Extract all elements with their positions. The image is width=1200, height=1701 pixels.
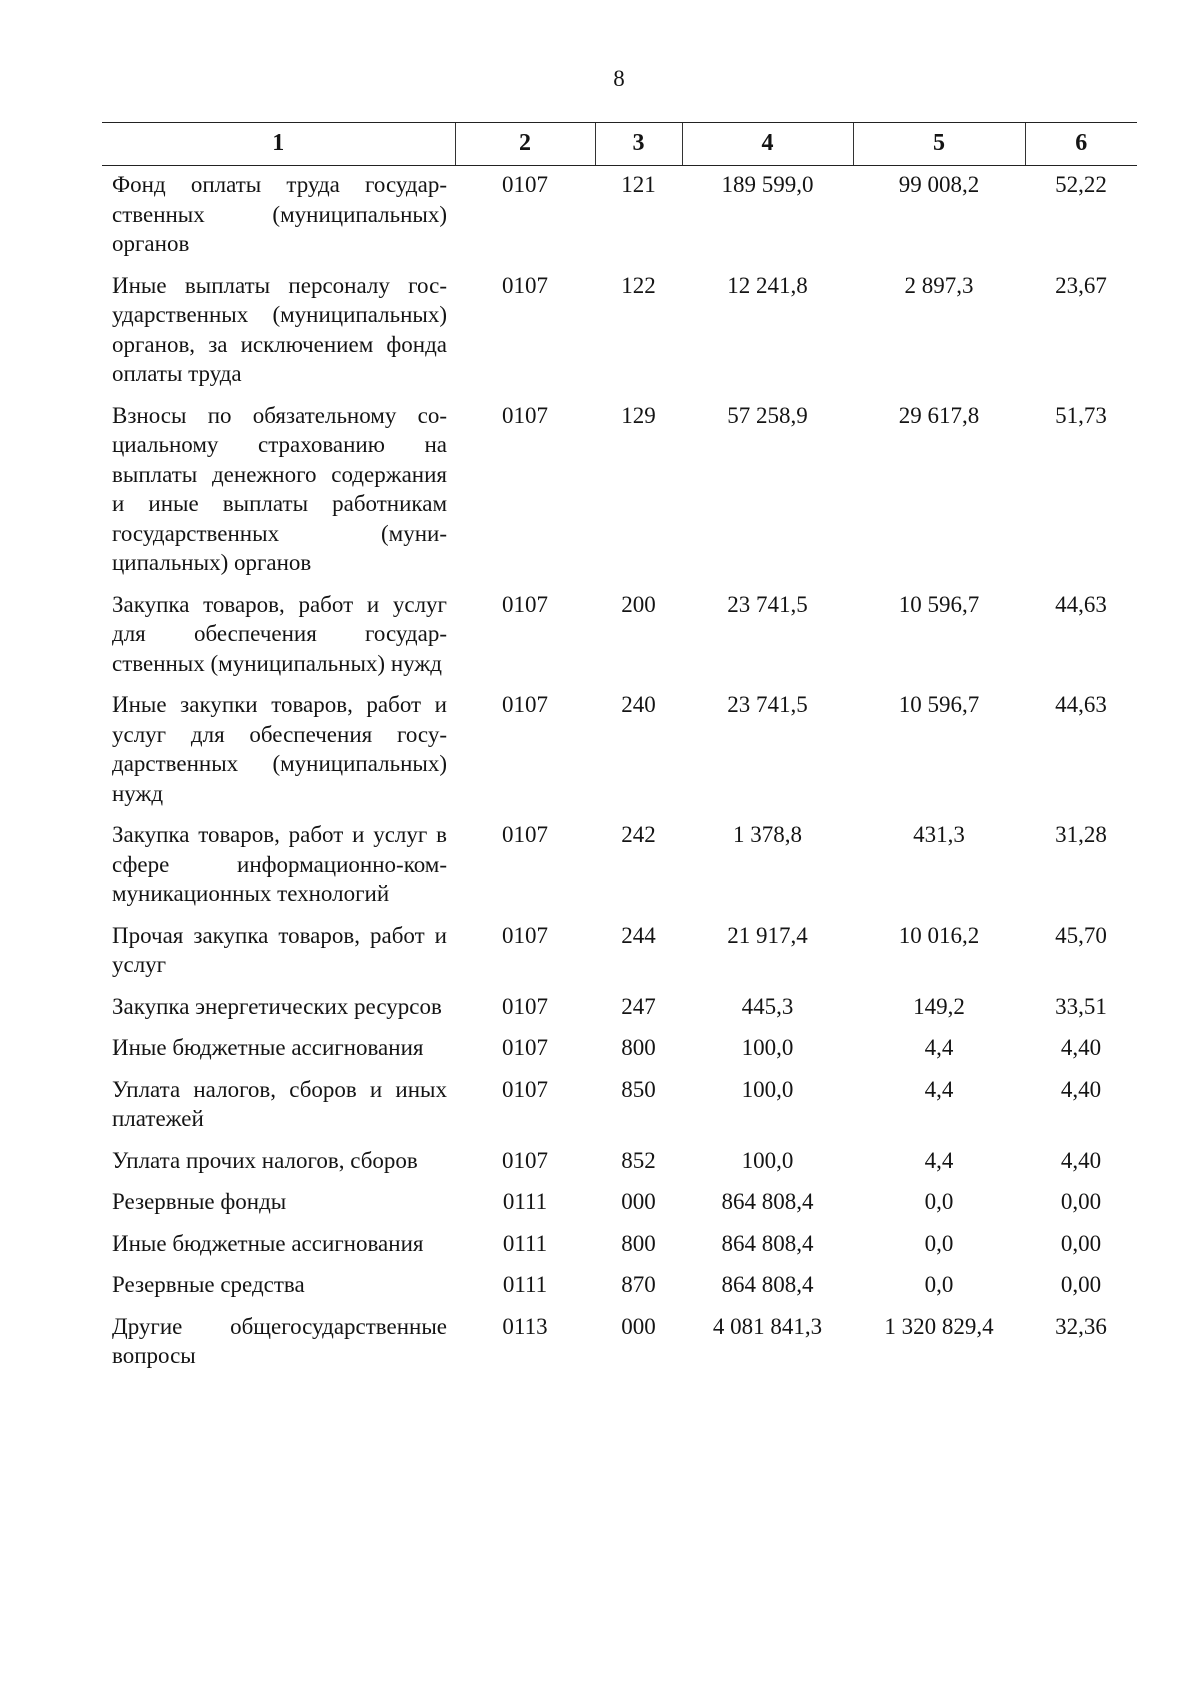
table-row — [102, 1268, 1137, 1310]
row-name: Фонд оплаты труда государственных (муниципальных) органов — [112, 172, 447, 256]
page-number: 8 — [613, 66, 625, 91]
row-execution-percent: 4,40 — [1060, 1147, 1102, 1173]
row-expense-type-code: 247 — [621, 993, 656, 1019]
row-planned-amount: 21 917,4 — [727, 922, 808, 948]
table-row — [102, 269, 1137, 399]
row-name: Иные закупки товаров, работ и услуг для обеспечения государственных (муниципальных) нужд — [112, 692, 447, 806]
row-execution-percent: 0,00 — [1060, 1272, 1102, 1297]
row-actual-amount: 0,0 — [924, 1189, 954, 1214]
header-col-4: 4 — [682, 123, 853, 166]
table-row — [102, 990, 1137, 1032]
row-name: Резервные средства — [112, 1272, 305, 1297]
table-row — [102, 1144, 1137, 1186]
table-row — [102, 818, 1137, 919]
row-section-code: 0107 — [502, 692, 548, 717]
row-section-code: 0107 — [502, 402, 548, 428]
row-actual-amount: 4,4 — [924, 1035, 954, 1060]
row-execution-percent: 0,00 — [1060, 1189, 1102, 1214]
row-name: Резервные фонды — [112, 1189, 287, 1214]
row-expense-type-code: 129 — [621, 402, 656, 428]
row-actual-amount: 2 897,3 — [904, 272, 974, 298]
row-expense-type-code: 850 — [621, 1076, 656, 1102]
row-execution-percent: 45,70 — [1055, 922, 1107, 948]
row-actual-amount: 4,4 — [924, 1076, 954, 1102]
row-expense-type-code: 122 — [621, 272, 656, 298]
row-expense-type-code: 244 — [621, 922, 656, 948]
row-section-code: 0107 — [502, 822, 548, 847]
row-actual-amount: 431,3 — [913, 822, 965, 847]
table-row — [102, 1227, 1137, 1269]
row-expense-type-code: 200 — [621, 591, 656, 617]
row-planned-amount: 57 258,9 — [727, 402, 808, 428]
row-expense-type-code: 870 — [621, 1272, 656, 1297]
row-section-code: 0107 — [502, 1035, 548, 1060]
row-section-code: 0107 — [502, 272, 548, 298]
row-name: Уплата налогов, сборов и иных платежей — [112, 1076, 447, 1131]
row-planned-amount: 864 808,4 — [721, 1230, 814, 1256]
row-name: Иные выплаты персоналу государственных (муниципальных) органов, за исключением фонда оплаты труда — [112, 272, 447, 386]
row-expense-type-code: 240 — [621, 692, 656, 717]
row-section-code: 0111 — [502, 1189, 548, 1214]
table-row — [102, 399, 1137, 588]
row-section-code: 0107 — [502, 922, 548, 948]
row-expense-type-code: 800 — [621, 1035, 656, 1060]
row-name: Иные бюджетные ассигнования — [112, 1230, 424, 1256]
row-execution-percent: 23,67 — [1055, 272, 1107, 298]
row-name: Закупка товаров, работ и услуг для обеспечения государственных (муниципальных) нужд — [112, 591, 447, 676]
row-planned-amount: 4 081 841,3 — [712, 1313, 823, 1339]
table-row — [102, 166, 1137, 269]
row-section-code: 0113 — [502, 1313, 548, 1339]
row-section-code: 0107 — [502, 591, 548, 617]
table-row — [102, 1185, 1137, 1227]
row-name: Закупка энергетических ресурсов — [112, 993, 442, 1019]
row-planned-amount: 100,0 — [741, 1076, 794, 1102]
row-execution-percent: 4,40 — [1060, 1035, 1102, 1060]
row-section-code: 0107 — [502, 172, 548, 197]
row-actual-amount: 99 008,2 — [898, 172, 980, 197]
row-actual-amount: 10 596,7 — [898, 591, 980, 617]
row-expense-type-code: 852 — [621, 1147, 656, 1173]
row-section-code: 0111 — [502, 1230, 548, 1256]
row-actual-amount: 0,0 — [924, 1272, 954, 1297]
row-planned-amount: 864 808,4 — [721, 1189, 814, 1214]
table-header — [102, 123, 1137, 166]
header-col-6: 6 — [1025, 123, 1137, 166]
row-actual-amount: 10 016,2 — [898, 922, 980, 948]
row-section-code: 0107 — [502, 993, 548, 1019]
header-col-3: 3 — [595, 123, 682, 166]
row-execution-percent: 33,51 — [1055, 993, 1107, 1019]
header-col-5: 5 — [853, 123, 1025, 166]
row-section-code: 0111 — [502, 1272, 548, 1297]
row-execution-percent: 32,36 — [1055, 1313, 1107, 1339]
row-name: Взносы по обязательному социальному страхованию на выплаты денежного содержания и иные выплаты работникам государственных (муниципальных) органов — [112, 402, 447, 575]
header-col-2: 2 — [455, 123, 595, 166]
row-execution-percent: 4,40 — [1060, 1076, 1102, 1102]
row-name: Закупка товаров, работ и услуг в сфере информационно-коммуникационных технологий — [112, 822, 447, 906]
table-row — [102, 688, 1137, 818]
header-col-1: 1 — [102, 123, 455, 166]
row-planned-amount: 864 808,4 — [721, 1272, 814, 1297]
row-planned-amount: 445,3 — [741, 993, 794, 1019]
row-actual-amount: 29 617,8 — [898, 402, 980, 428]
row-planned-amount: 12 241,8 — [727, 272, 808, 298]
row-name: Иные бюджетные ассигнования — [112, 1035, 424, 1060]
row-expense-type-code: 000 — [621, 1189, 656, 1214]
row-execution-percent: 0,00 — [1060, 1230, 1102, 1256]
row-name: Уплата прочих налогов, сборов — [112, 1147, 418, 1173]
row-execution-percent: 52,22 — [1055, 172, 1107, 197]
row-execution-percent: 44,63 — [1055, 591, 1107, 617]
row-execution-percent: 51,73 — [1055, 402, 1107, 428]
row-execution-percent: 31,28 — [1055, 822, 1107, 847]
row-expense-type-code: 121 — [621, 172, 656, 197]
table-row — [102, 1310, 1137, 1381]
row-planned-amount: 1 378,8 — [733, 822, 802, 847]
table-body — [102, 166, 1137, 1381]
row-planned-amount: 23 741,5 — [727, 591, 808, 617]
row-actual-amount: 1 320 829,4 — [884, 1313, 994, 1339]
row-planned-amount: 189 599,0 — [721, 172, 814, 197]
table-row — [102, 1073, 1137, 1144]
table-row — [102, 1031, 1137, 1073]
row-expense-type-code: 800 — [621, 1230, 656, 1256]
row-expense-type-code: 000 — [621, 1313, 656, 1339]
row-execution-percent: 44,63 — [1055, 692, 1107, 717]
row-planned-amount: 100,0 — [741, 1147, 794, 1173]
row-section-code: 0107 — [502, 1076, 548, 1102]
header-row — [102, 123, 1137, 166]
row-expense-type-code: 242 — [621, 822, 656, 847]
table-row — [102, 588, 1137, 689]
row-name: Прочая закупка товаров, работ и услуг — [112, 922, 447, 977]
row-actual-amount: 10 596,7 — [898, 692, 980, 717]
row-actual-amount: 149,2 — [913, 993, 965, 1019]
row-actual-amount: 4,4 — [924, 1147, 954, 1173]
row-planned-amount: 100,0 — [741, 1035, 794, 1060]
budget-execution-table — [102, 122, 1137, 1381]
row-name: Другие общегосударственные вопросы — [112, 1313, 447, 1368]
row-section-code: 0107 — [502, 1147, 548, 1173]
row-actual-amount: 0,0 — [924, 1230, 954, 1256]
table-row — [102, 919, 1137, 990]
row-planned-amount: 23 741,5 — [727, 692, 808, 717]
